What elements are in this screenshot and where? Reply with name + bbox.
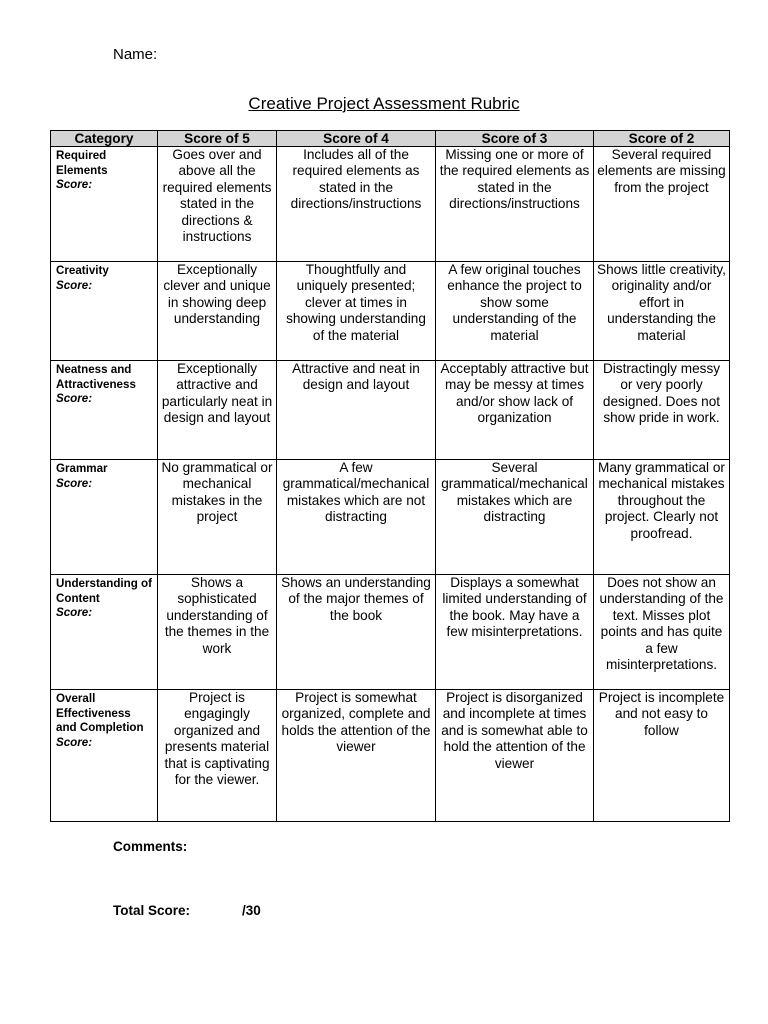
score-label: Score:: [56, 735, 93, 749]
name-label: Name:: [113, 46, 158, 63]
row-category: [51, 575, 158, 690]
table-row: [51, 262, 730, 361]
table-row: [51, 147, 730, 262]
score-5-cell: Exceptionally attractive and particularly neat in design and layout: [158, 361, 277, 460]
score-5-cell: Exceptionally clever and unique in showing deep understanding: [158, 262, 277, 361]
score-3-cell: Acceptably attractive but may be messy at times and/or show lack of organization: [436, 361, 594, 460]
score-3-cell: Project is disorganized and incomplete at times and is somewhat able to hold the attention of the viewer: [436, 690, 594, 822]
score-2-cell: Does not show an understanding of the text. Misses plot points and has quite a few misinterpretations.: [594, 575, 730, 690]
column-header-category: Category: [51, 131, 158, 147]
score-label: Score:: [56, 606, 93, 620]
category-name: Grammar: [56, 462, 108, 475]
table-row: [51, 460, 730, 575]
score-2-cell: Shows little creativity, originality and/or effort in understanding the material: [594, 262, 730, 361]
row-category: [51, 147, 158, 262]
row-category: [51, 361, 158, 460]
score-4-cell: Attractive and neat in design and layout: [277, 361, 436, 460]
table-row: [51, 690, 730, 822]
score-5-cell: Shows a sophisticated understanding of the themes in the work: [158, 575, 277, 690]
row-category: [51, 460, 158, 575]
comments-label: Comments:: [113, 839, 188, 854]
category-name: Required Elements: [56, 149, 108, 177]
score-5-cell: No grammatical or mechanical mistakes in the project: [158, 460, 277, 575]
category-name: Neatness and Attractiveness: [56, 363, 136, 391]
score-4-cell: Shows an understanding of the major themes of the book: [277, 575, 436, 690]
total-score-max: /30: [242, 903, 261, 918]
total-score: [113, 903, 261, 918]
score-2-cell: Distractingly messy or very poorly designed. Does not show pride in work.: [594, 361, 730, 460]
score-3-cell: Missing one or more of the required elements as stated in the directions/instructions: [436, 147, 594, 262]
score-3-cell: Several grammatical/mechanical mistakes which are distracting: [436, 460, 594, 575]
score-2-cell: Project is incomplete and not easy to follow: [594, 690, 730, 822]
score-label: Score:: [56, 392, 93, 406]
score-2-cell: Several required elements are missing from the project: [594, 147, 730, 262]
score-label: Score:: [56, 476, 93, 490]
score-label: Score:: [56, 278, 93, 292]
score-4-cell: Includes all of the required elements as stated in the directions/instructions: [277, 147, 436, 262]
table-header-row: [51, 131, 730, 147]
score-label: Score:: [56, 178, 93, 192]
row-category: [51, 262, 158, 361]
column-header-score-4: Score of 4: [277, 131, 436, 147]
column-header-score-2: Score of 2: [594, 131, 730, 147]
score-4-cell: Thoughtfully and uniquely presented; clever at times in showing understanding of the material: [277, 262, 436, 361]
page-title: Creative Project Assessment Rubric: [248, 94, 520, 113]
score-4-cell: A few grammatical/mechanical mistakes which are not distracting: [277, 460, 436, 575]
score-3-cell: A few original touches enhance the project to show some understanding of the material: [436, 262, 594, 361]
category-name: Overall Effectiveness and Completion: [56, 692, 144, 735]
score-2-cell: Many grammatical or mechanical mistakes throughout the project. Clearly not proofread.: [594, 460, 730, 575]
category-name: Understanding of Content: [56, 577, 152, 605]
category-name: Creativity: [56, 264, 109, 277]
row-category: [51, 690, 158, 822]
table-row: [51, 575, 730, 690]
column-header-score-3: Score of 3: [436, 131, 594, 147]
table-row: [51, 361, 730, 460]
column-header-score-5: Score of 5: [158, 131, 277, 147]
total-score-label: Total Score:: [113, 903, 191, 918]
score-5-cell: Goes over and above all the required elements stated in the directions & instructions: [158, 147, 277, 262]
score-5-cell: Project is engagingly organized and presents material that is captivating for the viewer.: [158, 690, 277, 822]
rubric-table: [50, 130, 730, 822]
score-4-cell: Project is somewhat organized, complete and holds the attention of the viewer: [277, 690, 436, 822]
score-3-cell: Displays a somewhat limited understanding of the book. May have a few misinterpretations.: [436, 575, 594, 690]
